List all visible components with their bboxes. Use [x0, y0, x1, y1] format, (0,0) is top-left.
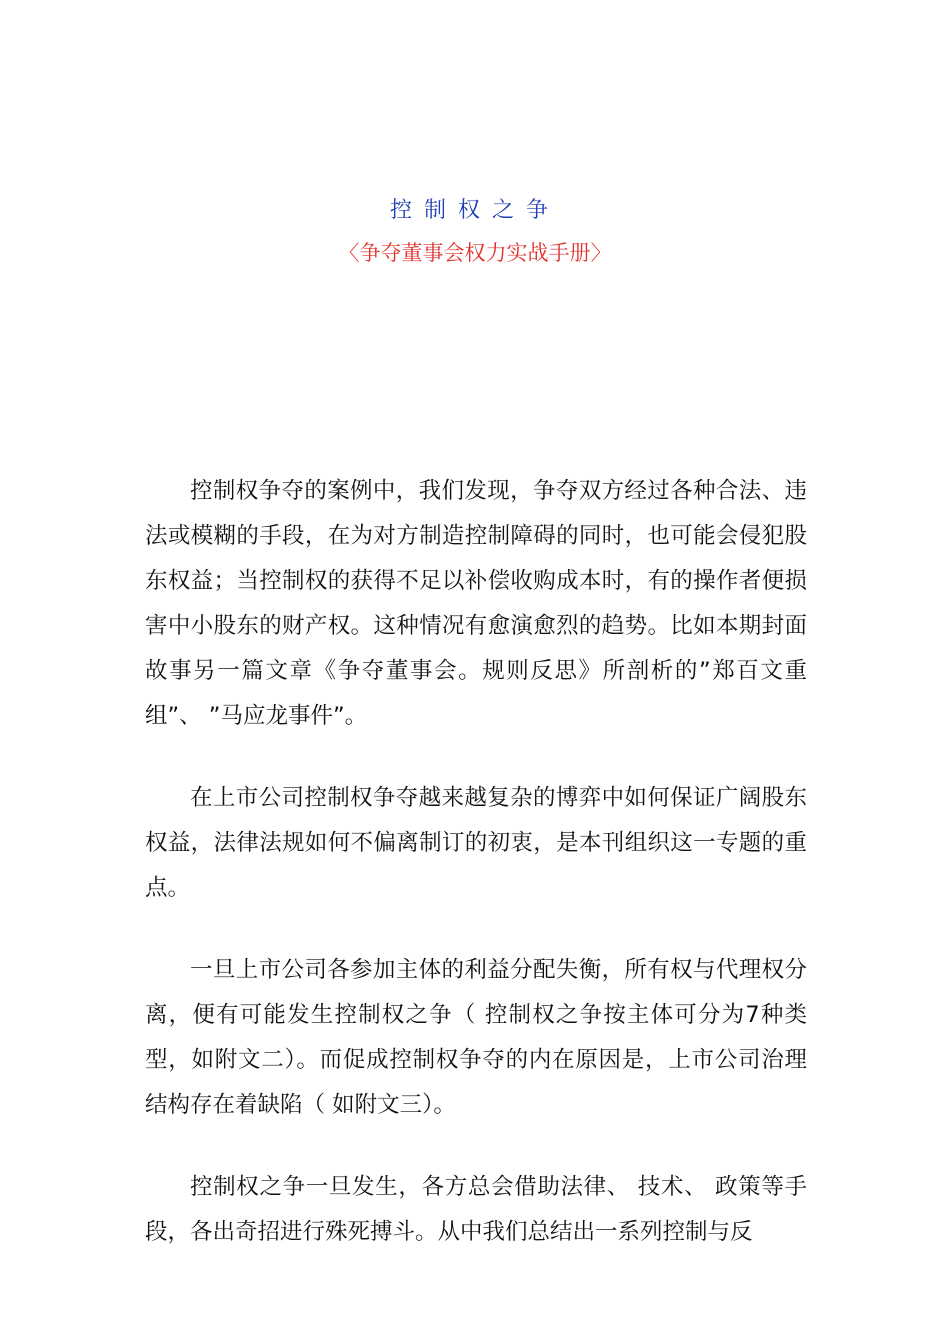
- paragraph-3: 一旦上市公司各参加主体的利益分配失衡，所有权与代理权分离，便有可能发生控制权之争（ 控制权之争按主体可分为7种类型，如附文二）。而促成控制权争夺的内在原因是，上市公司治理结构存在着缺陷（ 如附文三）。: [145, 957, 807, 1118]
- paragraph-1: 控制权争夺的案例中，我们发现，争夺双方经过各种合法、违法或模糊的手段，在为对方制造控制障碍的同时，也可能会侵犯股东权益；当控制权的获得不足以补偿收购成本时，有的操作者便损害中小股东的财产权。这种情况有愈演愈烈的趋势。比如本期封面故事另一篇文章《争夺董事会。规则反思》所剖析的”郑百文重组”、 ”马应龙事件”。: [145, 478, 807, 729]
- paragraph-4: 控制权之争一旦发生，各方总会借助法律、 技术、 政策等手段，各出奇招进行殊死搏斗。从中我们总结出一系列控制与反: [145, 1174, 807, 1245]
- document-title: 控制权之争: [389, 198, 560, 223]
- paragraph-2: 在上市公司控制权争夺越来越复杂的博弈中如何保证广阔股东权益，法律法规如何不偏离制订的初衷，是本刊组织这一专题的重点。: [145, 785, 807, 901]
- document-subtitle: 〈争夺董事会权力实战手册〉: [338, 241, 612, 265]
- document-body: [145, 469, 807, 1292]
